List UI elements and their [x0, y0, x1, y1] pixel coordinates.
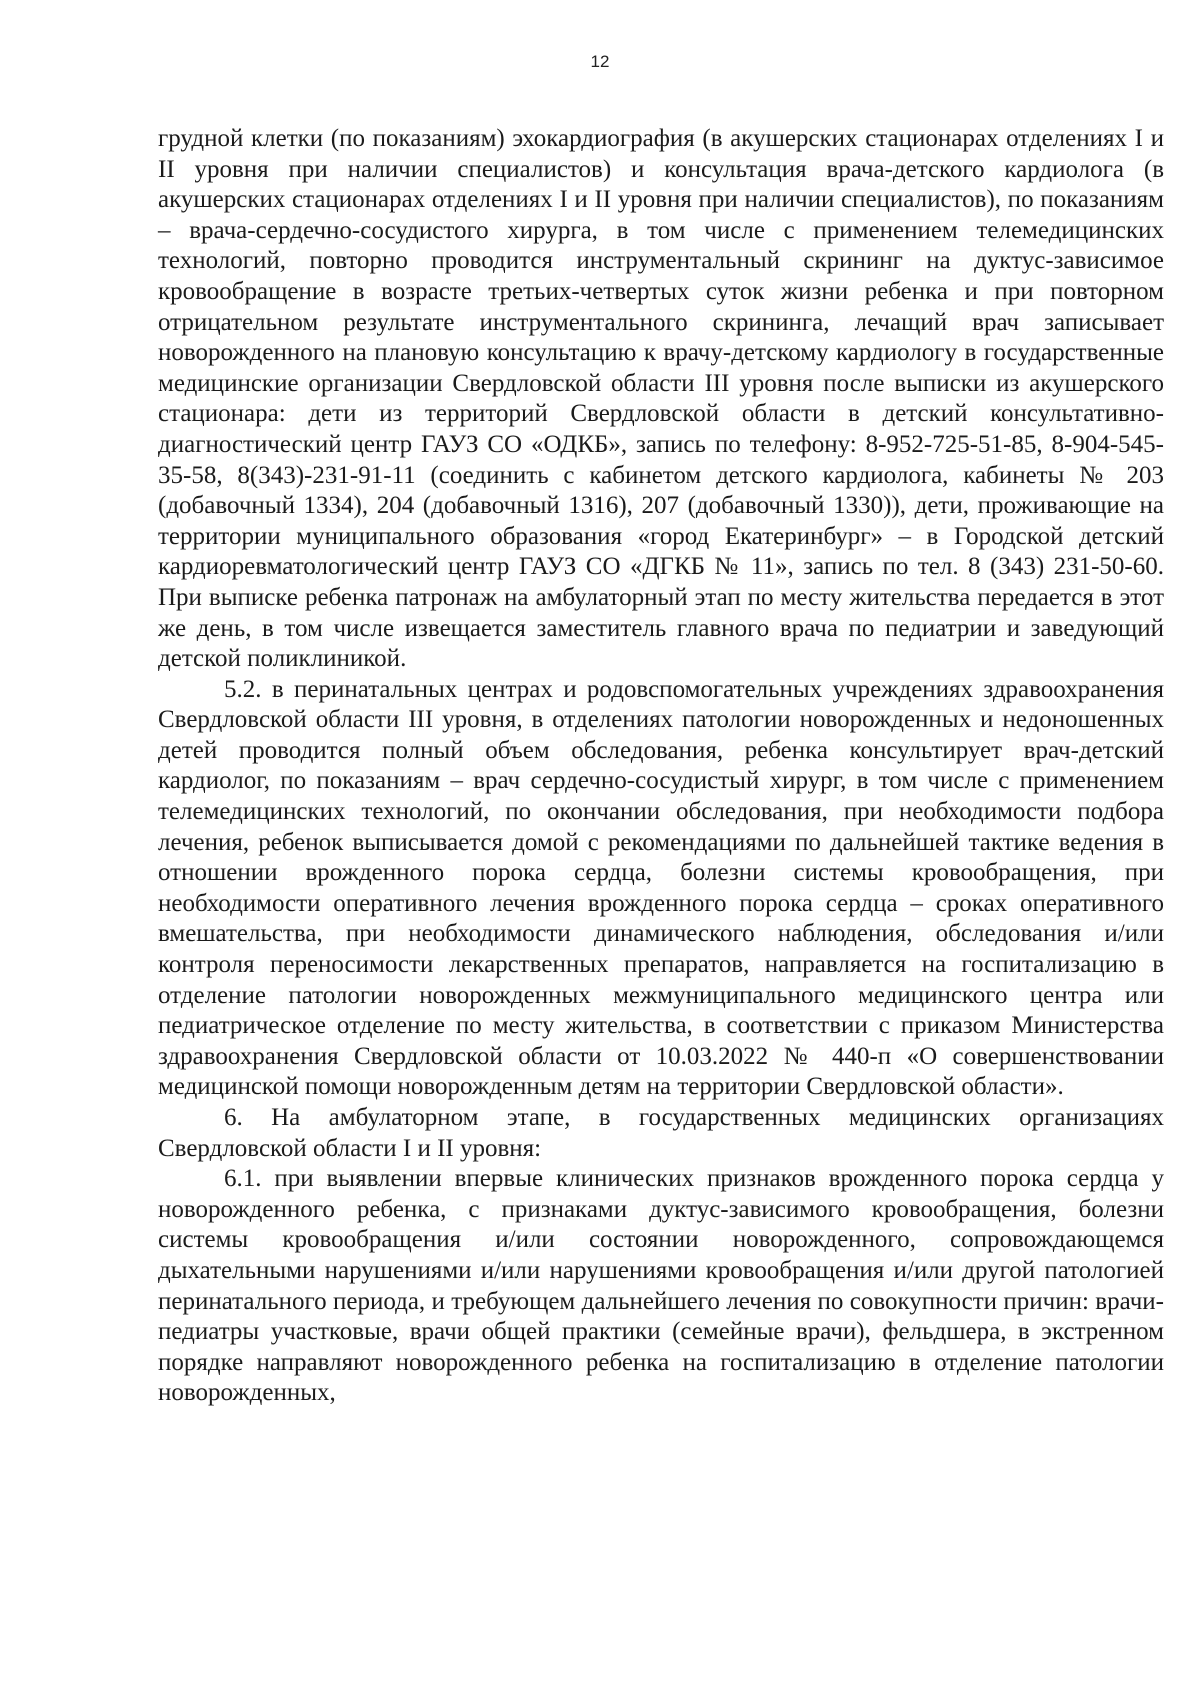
paragraph-continuation: грудной клетки (по показаниям) эхокардиография (в акушерских стационарах отделениях I и II уровня при наличии специалистов) и консультация врача-детского кардиолога (в акушерских стационарах отделениях I и II уровня при наличии специалистов), по показаниям – врача-сердечно-сосудистого хирурга, в том числе с применением телемедицинских технологий, повторно проводится инструментальный скрининг на дуктус-зависимое кровообращение в возрасте третьих-четвертых суток жизни ребенка и при повторном отрицательном результате инструментального скрининга, лечащий врач записывает новорожденного на плановую консультацию к врачу-детскому кардиологу в государственные медицинские организации Свердловской области III уровня после выписки из акушерского стационара: дети из территорий Свердловской области в детский консультативно-диагностический центр ГАУЗ СО «ОДКБ», запись по телефону: 8-952-725-51-85, 8-904-545-35-58, 8(343)-231-91-11 (соединить с кабинетом детского кардиолога, кабинеты № 203 (добавочный 1334), 204 (добавочный 1316), 207 (добавочный 1330)), дети, проживающие на территории муниципального образования «город Екатеринбург» – в Городской детский кардиоревматологический центр ГАУЗ СО «ДГКБ № 11», запись по тел. 8 (343) 231-50-60. При выписке ребенка патронаж на амбулаторный этап по месту жительства передается в этот же день, в том числе извещается заместитель главного врача по педиатрии и заведующий детской поликлиникой.: [158, 125, 1164, 673]
paragraph-6-1: 6.1. при выявлении впервые клинических признаков врожденного порока сердца у новорожденного ребенка, с признаками дуктус-зависимого кровообращения, болезни системы кровообращения и/или состоянии новорожденного, сопровождающемся дыхательными нарушениями и/или нарушениями кровообращения и/или другой патологией перинатального периода, и требующем дальнейшего лечения по совокупности причин: врачи-педиатры участковые, врачи общей практики (семейные врачи), фельдшера, в экстренном порядке направляют новорожденного ребенка на госпитализацию в отделение патологии новорожденных,: [158, 1165, 1164, 1407]
document-body: [158, 124, 1164, 1409]
page-number: 12: [590, 52, 610, 71]
paragraph-6: 6. На амбулаторном этапе, в государственных медицинских организациях Свердловской области I и II уровня:: [158, 1104, 1164, 1162]
paragraph-5-2: 5.2. в перинатальных центрах и родовспомогательных учреждениях здравоохранения Свердловской области III уровня, в отделениях патологии новорожденных и недоношенных детей проводится полный объем обследования, ребенка консультирует врач-детский кардиолог, по показаниям – врач сердечно-сосудистый хирург, в том числе с применением телемедицинских технологий, по окончании обследования, при необходимости подбора лечения, ребенок выписывается домой с рекомендациями по дальнейшей тактике ведения в отношении врожденного порока сердца, болезни системы кровообращения, при необходимости оперативного лечения врожденного порока сердца – сроках оперативного вмешательства, при необходимости динамического наблюдения, обследования и/или контроля переносимости лекарственных препаратов, направляется на госпитализацию в отделение патологии новорожденных межмуниципального медицинского центра или педиатрическое отделение по месту жительства, в соответствии с приказом Министерства здравоохранения Свердловской области от 10.03.2022 № 440-п «О совершенствовании медицинской помощи новорожденным детям на территории Свердловской области».: [158, 675, 1164, 1101]
